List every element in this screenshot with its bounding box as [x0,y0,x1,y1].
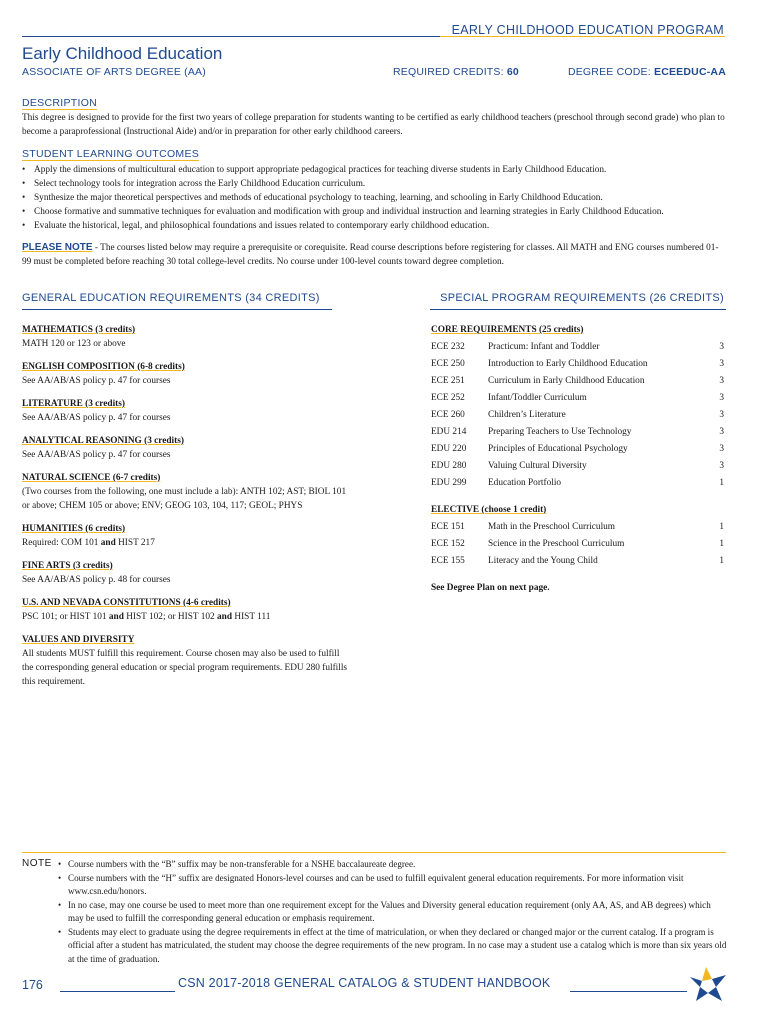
gen-ed-block-literature [22,397,352,425]
outcome-item: • Choose formative and summative techniques for evaluation and modification with group and individual instruction and learning strategies in Early Childhood Education. [22,205,732,219]
core-course-list [431,340,726,493]
gen-ed-title: ENGLISH COMPOSITION (6-8 credits) [22,362,185,372]
course-row [431,408,726,425]
course-credits: 3 [719,410,724,420]
course-name: Principles of Educational Psychology [488,444,628,454]
gen-ed-block-analytical [22,434,352,462]
course-credits: 3 [719,427,724,437]
core-requirements-title: CORE REQUIREMENTS (25 credits) [431,325,584,335]
gen-ed-block-mathematics [22,323,352,351]
degree-code-label: DEGREE CODE: [567,66,651,78]
page-title: Early Childhood Education [22,44,223,63]
gen-ed-text: See AA/AB/AS policy p. 47 for courses [22,450,171,460]
course-code: EDU 299 [431,478,467,488]
course-name: Education Portfolio [488,478,562,488]
course-code: ECE 251 [431,376,465,386]
gen-ed-title: VALUES AND DIVERSITY [22,635,135,645]
gen-ed-title: HUMANITIES (6 credits) [22,524,126,534]
course-name: Preparing Teachers to Use Technology [488,427,632,437]
gen-ed-title: U.S. AND NEVADA CONSTITUTIONS (4-6 credits) [22,598,231,608]
gen-ed-text [22,610,352,624]
gen-ed-title: FINE ARTS (3 credits) [22,561,113,571]
course-credits: 1 [719,556,724,566]
notes-list [58,858,728,966]
elective-course-list [431,520,726,571]
gen-ed-block-constitutions [22,596,352,624]
gen-ed-text: See AA/AB/AS policy p. 48 for courses [22,575,171,585]
required-credits-label: REQUIRED CREDITS: [393,66,504,78]
course-row [431,554,726,571]
gen-ed-block-natural-science [22,471,352,513]
course-name: Valuing Cultural Diversity [488,461,587,471]
program-label-underline [440,36,725,37]
course-credits: 3 [719,342,724,352]
description-text: This degree is designed to provide for the first two years of college preparation for students wanting to be certified as early childhood teachers (preschool through second grade) who plan to become a paraprofessional (Instructional Aide) and/or in preparation for other early childhood careers. [22,113,725,137]
special-program-column [431,323,726,595]
course-name: Infant/Toddler Curriculum [488,393,587,403]
gen-ed-text-part: PSC 101; or HIST 101 [22,612,109,622]
course-code: EDU 280 [431,461,467,471]
page-number: 176 [22,978,43,992]
gen-ed-block-values-diversity [22,633,352,689]
general-education-heading: GENERAL EDUCATION REQUIREMENTS (34 CREDITS) [22,292,320,304]
gen-ed-text-part: Required: COM 101 [22,538,101,548]
course-code: ECE 151 [431,522,465,532]
gen-ed-title: NATURAL SCIENCE (6-7 credits) [22,473,161,483]
outcome-item: • Apply the dimensions of multicultural education to support appropriate pedagogical practices for teaching diverse students in Early Childhood Education. [22,163,732,177]
course-credits: 1 [719,522,724,532]
gen-ed-text: (Two courses from the following, one must include a lab): ANTH 102; AST; BIOL 101 or above; CHEM 105 or above; ENV; GEOG 103, 104, 117; GEOL; PHYS [22,487,347,511]
course-code: EDU 220 [431,444,467,454]
course-credits: 1 [719,539,724,549]
gen-ed-text: See AA/AB/AS policy p. 47 for courses [22,376,171,386]
see-degree-plan-note: See Degree Plan on next page. [431,583,550,593]
gen-ed-text [22,536,352,550]
special-program-heading: SPECIAL PROGRAM REQUIREMENTS (26 CREDITS) [440,292,724,304]
notes-rule [22,852,726,853]
course-name: Literacy and the Young Child [488,556,598,566]
description-heading: DESCRIPTION [22,97,98,109]
please-note [22,241,727,269]
gen-ed-text-part: HIST 102; or HIST 102 [123,612,218,622]
outcomes-list [22,163,732,233]
note-item: • Students may elect to graduate using the degree requirements in effect at the time of matriculation, or when they declared or changed major or the current catalog. If a program is official after a student has matriculated, the student may choose the degree requirements of the new program. In no case may a student use a catalog which is more than six years old at the time of graduation. [58,926,728,967]
course-credits: 3 [719,444,724,454]
course-row [431,537,726,554]
course-row [431,340,726,357]
note-item: • In no case, may one course be used to meet more than one requirement except for the Values and Diversity general education requirement (only AA, AS, and AB degrees) which may be used to fulfill the corresponding general education or emphasis requirement. [58,899,728,926]
course-name: Children’s Literature [488,410,566,420]
course-code: ECE 155 [431,556,465,566]
gen-ed-text: MATH 120 or 123 or above [22,339,126,349]
notes-label: NOTE [22,858,52,869]
gen-ed-block-fine-arts [22,559,352,587]
degree-name: ASSOCIATE OF ARTS DEGREE (AA) [22,66,206,78]
course-credits: 3 [719,393,724,403]
outcome-item: • Select technology tools for integration across the Early Childhood Education curriculum. [22,177,732,191]
please-note-label: PLEASE NOTE [22,242,93,253]
outcome-item: • Evaluate the historical, legal, and philosophical foundations and issues related to contemporary early childhood education. [22,219,732,233]
gen-ed-title: MATHEMATICS (3 credits) [22,325,136,335]
footer-rule-right [570,991,687,992]
general-education-column [22,323,352,698]
course-row [431,425,726,442]
course-row [431,459,726,476]
course-credits: 3 [719,376,724,386]
csn-star-logo-icon [688,964,728,1004]
gen-ed-block-english [22,360,352,388]
gen-ed-title: LITERATURE (3 credits) [22,399,125,409]
gen-ed-text-bold: and [217,612,233,622]
course-code: ECE 260 [431,410,465,420]
footer-title: CSN 2017-2018 GENERAL CATALOG & STUDENT HANDBOOK [178,976,551,990]
header-rule [22,36,442,37]
gen-ed-text: See AA/AB/AS policy p. 47 for courses [22,413,171,423]
course-code: ECE 250 [431,359,465,369]
gen-ed-text-bold: and [108,612,124,622]
degree-code [568,66,726,78]
please-note-text: - The courses listed below may require a prerequisite or corequisite. Read course descriptions before registering for classes. All MATH and ENG courses numbered 01-99 must be completed before reaching 30 total college-level credits. No course under 100-level counts toward degree completion. [22,243,719,267]
course-row [431,520,726,537]
degree-code-value: ECEEDUC-AA [653,66,726,78]
course-name: Introduction to Early Childhood Education [488,359,648,369]
course-name: Curriculum in Early Childhood Education [488,376,645,386]
course-row [431,357,726,374]
course-code: ECE 152 [431,539,465,549]
outcomes-heading: STUDENT LEARNING OUTCOMES [22,148,200,160]
course-row [431,374,726,391]
outcome-item: • Synthesize the major theoretical perspectives and methods of educational psychology to teaching, learning, and schooling in Early Childhood Education. [22,191,732,205]
required-credits [393,66,519,78]
course-code: EDU 214 [431,427,467,437]
special-program-heading-rule [430,309,726,310]
course-row [431,391,726,408]
gen-ed-text-part: HIST 111 [232,612,271,622]
course-row [431,476,726,493]
course-name: Practicum: Infant and Toddler [488,342,600,352]
course-credits: 3 [719,461,724,471]
program-label: EARLY CHILDHOOD EDUCATION PROGRAM [451,23,724,37]
course-code: ECE 232 [431,342,465,352]
gen-ed-title: ANALYTICAL REASONING (3 credits) [22,436,184,446]
required-credits-value: 60 [506,66,519,78]
gen-ed-text: All students MUST fulfill this requirement. Course chosen may also be used to fulfill the corresponding general education or special program requirements. EDU 280 fulfills this requirement. [22,649,348,687]
gen-ed-text-bold: and [100,538,116,548]
course-name: Math in the Preschool Curriculum [488,522,616,532]
elective-title: ELECTIVE (choose 1 credit) [431,505,547,515]
note-item: • Course numbers with the “H” suffix are designated Honors-level courses and can be used to fulfill equivalent general education requirements. For more information visit www.csn.edu/honors. [58,872,728,899]
footer-rule-left [60,991,175,992]
note-item: • Course numbers with the “B” suffix may be non-transferable for a NSHE baccalaureate degree. [58,858,728,872]
course-name: Science in the Preschool Curriculum [488,539,625,549]
course-code: ECE 252 [431,393,465,403]
course-row [431,442,726,459]
gen-ed-block-humanities [22,522,352,550]
gen-ed-text-part: HIST 217 [115,538,155,548]
course-credits: 1 [719,478,724,488]
general-education-heading-rule [22,309,332,310]
course-credits: 3 [719,359,724,369]
